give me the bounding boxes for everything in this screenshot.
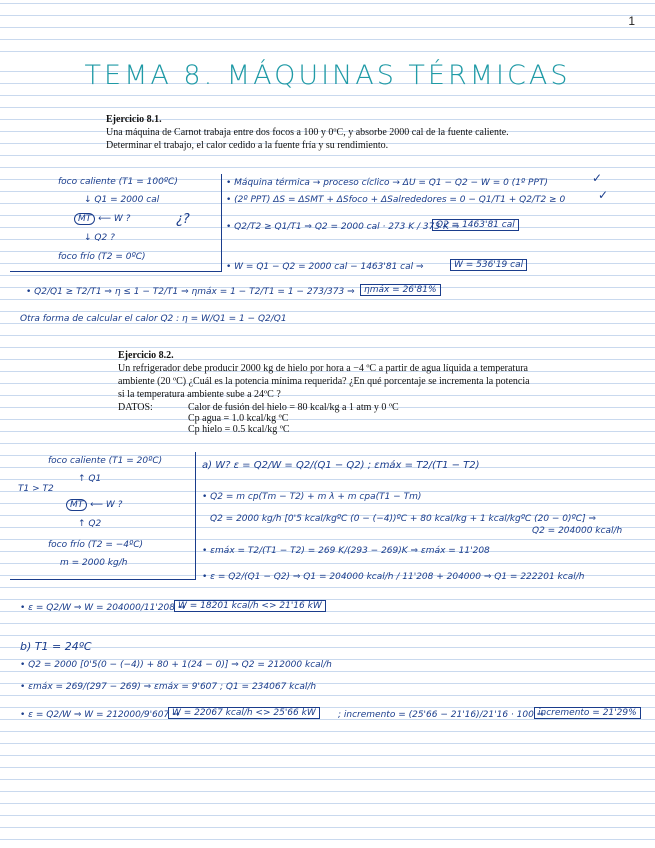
ex2-machine: MT ⟵ W ?: [66, 500, 122, 510]
exercise-2-statement: Un refrigerador debe producir 2000 kg de hielo por hora a −4 ºC a partir de agua líquida a temperatura ambiente (20 ºC) ¿Cuál es la potencia mínima requerida? ¿En qué porcentaje se incrementa la potencia si la temperatura ambiente sube a 24ºC ?: [118, 363, 530, 400]
datos-item: Calor de fusión del hielo = 80 kcal/kg a 1 atm y 0 ºC: [188, 402, 399, 413]
ex2-cold-focus: foco frío (T2 = −4ºC): [48, 540, 144, 550]
ex1-q2: ↓ Q2 ?: [84, 233, 115, 243]
ex1-hot-focus: foco caliente (T1 = 100ºC): [58, 177, 178, 187]
ex2-mass-flow: m = 2000 kg/h: [60, 558, 128, 568]
exercise-1-statement: Una máquina de Carnot trabaja entre dos focos a 100 y 0ºC, y absorbe 2000 cal de la fuente caliente. Determinar el trabajo, el calor cedido a la fuente fría y su rendimiento.: [106, 127, 509, 151]
ex2-line-6: • Q2 = 2000 [0'5(0 − (−4)) + 80 + 1(24 − 0)] ⇒ Q2 = 212000 kcal/h: [20, 660, 332, 670]
datos-list: [188, 402, 399, 435]
ex1-line-6: Otra forma de calcular el calor Q2 : η = W/Q1 = 1 − Q2/Q1: [20, 314, 287, 324]
ex2-q1: ↑ Q1: [78, 474, 102, 484]
ex1-cold-focus: foco frío (T2 = 0ºC): [58, 252, 146, 262]
ex2-result-w: W = 18201 kcal/h <> 21'16 kW: [174, 601, 326, 611]
ex1-machine: MT ⟵ W ?: [74, 214, 130, 224]
ex2-result-w2: W = 22067 kcal/h <> 25'66 kW: [168, 708, 320, 718]
ex2-line-1: • Q2 = m cp(Tm − T2) + m λ + m cpa(T1 − Tm): [202, 492, 422, 502]
ex1-line-5: • Q2/Q1 ≥ T2/T1 ⇒ η ≤ 1 − T2/T1 ⇒ ηmáx = 1 − T2/T1 = 1 − 273/373 ⇒: [26, 287, 355, 297]
ex2-divider-horizontal: [10, 579, 196, 580]
ex2-line-8: • ε = Q2/W ⇒ W = 212000/9'607 ⇒: [20, 710, 180, 720]
ex2-increment-calc: ; incremento = (25'66 − 21'16)/21'16 · 100 ⇒: [338, 710, 545, 720]
ex2-result-q2: Q2 = 204000 kcal/h: [532, 526, 623, 536]
exercise-2: [118, 349, 538, 401]
ex2-line-4: • ε = Q2/(Q1 − Q2) ⇒ Q1 = 204000 kcal/h / 11'208 + 204000 ⇒ Q1 = 222201 kcal/h: [202, 572, 585, 582]
exercise-1-heading: Ejercicio 8.1.: [106, 114, 162, 125]
ex2-result-increment: incremento = 21'29%: [534, 708, 641, 718]
check-icon: ✓: [592, 171, 603, 185]
ex2-temp-relation: T1 > T2: [18, 484, 54, 494]
ex1-result-q2: Q2 = 1463'81 cal: [432, 220, 519, 230]
ex1-q1: ↓ Q1 = 2000 cal: [84, 195, 160, 205]
ex2-line-7: • εmáx = 269/(297 − 269) ⇒ εmáx = 9'607 ; Q1 = 234067 kcal/h: [20, 682, 317, 692]
page-title: TEMA 8. MÁQUINAS TÉRMICAS: [84, 60, 571, 91]
ex1-divider-horizontal: [10, 271, 222, 272]
page-number: 1: [628, 14, 635, 28]
ex2-line-3: • εmáx = T2/(T1 − T2) = 269 K/(293 − 269)K ⇒ εmáx = 11'208: [202, 546, 490, 556]
datos-item: Cp hielo = 0.5 kcal/kg ºC: [188, 424, 290, 435]
ex1-line-4: • W = Q1 − Q2 = 2000 cal − 1463'81 cal ⇒: [226, 262, 424, 272]
ex2-part-b: b) T1 = 24ºC: [20, 640, 92, 653]
ex1-result-eta: ηmáx = 26'81%: [360, 285, 441, 295]
exercise-1: [106, 113, 556, 152]
check-icon: ✓: [598, 188, 609, 202]
datos-label: DATOS:: [118, 402, 153, 413]
ex1-line-2: • (2º PPT) ΔS = ΔSMT + ΔSfoco + ΔSalrededores = 0 − Q1/T1 + Q2/T2 ≥ 0: [226, 195, 566, 205]
datos-item: Cp agua = 1.0 kcal/kg ºC: [188, 413, 289, 424]
exercise-2-heading: Ejercicio 8.2.: [118, 350, 174, 361]
ex1-line-1: • Máquina térmica → proceso cíclico → ΔU = Q1 − Q2 − W = 0 (1º PPT): [226, 178, 548, 188]
ex2-line-2: Q2 = 2000 kg/h [0'5 kcal/kgºC (0 − (−4))ºC + 80 kcal/kg + 1 kcal/kgºC (20 − 0)ºC] ⇒: [210, 514, 596, 524]
ex2-q2: ↑ Q2: [78, 519, 102, 529]
ex2-line-a: a) W? ε = Q2/W = Q2/(Q1 − Q2) ; εmáx = T2/(T1 − T2): [202, 460, 480, 471]
ex2-line-5: • ε = Q2/W ⇒ W = 204000/11'208 ⇒: [20, 603, 186, 613]
ex1-question-mark: ¿?: [176, 212, 190, 227]
ex1-result-w: W = 536'19 cal: [450, 260, 527, 270]
ex2-divider-vertical: [195, 452, 196, 579]
ex2-hot-focus: foco caliente (T1 = 20ºC): [48, 456, 163, 466]
ex1-divider-vertical: [221, 174, 222, 271]
ex1-line-3: • Q2/T2 ≥ Q1/T1 ⇒ Q2 = 2000 cal · 273 K / 373 K ⇒: [226, 222, 460, 232]
